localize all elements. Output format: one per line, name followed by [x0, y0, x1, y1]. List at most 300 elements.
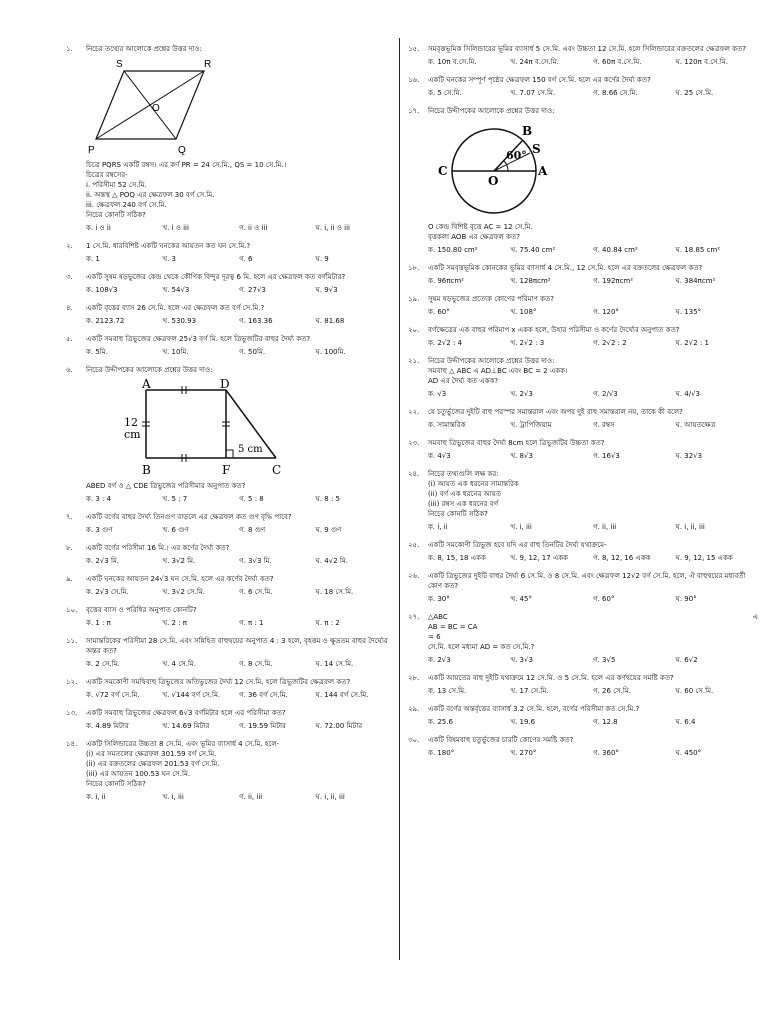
question-gap [66, 802, 392, 810]
question-block [408, 44, 758, 67]
right-column [408, 44, 758, 766]
option: ক. 1 [86, 255, 100, 263]
question-header [66, 241, 392, 251]
point-label-a: A [538, 164, 548, 178]
option: খ. 54√3 [162, 286, 190, 294]
question-block [66, 241, 392, 264]
option: ক. 8, 15, 18 একক [428, 554, 486, 562]
options-row [408, 686, 758, 696]
options-row [66, 690, 392, 700]
question-gap [66, 700, 392, 708]
option: গ. 2/√3 [593, 390, 618, 398]
options-row [66, 285, 392, 295]
question-number: ১৭. [408, 107, 420, 115]
option: ঘ. 2√2 : 1 [675, 339, 709, 347]
circle-figure [428, 119, 568, 219]
option: খ. 4 সে.মি. [162, 660, 197, 668]
question-gap [66, 357, 392, 365]
question-text: যে চতুর্ভুজের দুইটি বাহু পরস্পর সমান্তরাল এবং অপর দুই বাহু সমান্তরাল নয়, তাকে কী বলে? [428, 408, 683, 416]
question-block [408, 469, 758, 532]
question-text: একটি বৃত্তের ব্যাস 26 সে.মি. হলে এর ক্ষেত্রফল কত বর্গ সে.মি.? [86, 304, 265, 312]
stem-line: O কেন্দ্র বিশিষ্ট বৃত্তে AC = 12 সে.মি. [428, 223, 533, 231]
stem-line: i. পরিসীমা 52 সে.মি. [86, 181, 147, 189]
question-text: বৃত্তের ব্যাস ও পরিধির অনুপাত কোনটি? [86, 606, 197, 614]
options-row [408, 451, 758, 461]
question-gap [66, 233, 392, 241]
options-row [408, 276, 758, 286]
question-text: একটি বর্গের পরিসীমা 16 মি.। এর কর্ণের দৈর্ঘ্য কত? [86, 544, 230, 552]
side-unit-label: cm [124, 428, 141, 441]
options-row [66, 618, 392, 628]
option: ক. 150.80 cm² [428, 246, 478, 254]
question-number: ৩. [66, 273, 73, 281]
question-text: একটি সমবাহু ত্রিভুজের ক্ষেত্রফল 6√3 বর্গমিটার হলে এর পরিসীমা কত? [86, 709, 286, 717]
question-gap [66, 295, 392, 303]
question-header [408, 75, 758, 85]
stem-line: (iii) রম্বস এক ধরনের বর্গ [428, 500, 499, 508]
question-text: নিচের তথ্যগুলি লক্ষ কর: [428, 470, 499, 478]
option: ক. 1 : π [86, 619, 111, 627]
stem-line: চিত্রে PQRS একটি রম্বস। এর কর্ণ PR = 24 সে.মি., QS = 10 সে.মি.। [86, 161, 287, 169]
option: ক. 96πcm² [428, 277, 464, 285]
question-header [408, 263, 758, 273]
question-gap [408, 286, 758, 294]
option: গ. 2√2 : 2 [593, 339, 627, 347]
question-header [408, 325, 758, 335]
option: ঘ. 9 [315, 255, 329, 263]
option: খ. i, iii [162, 793, 184, 801]
side-length-label: 12 [124, 416, 138, 429]
question-block [408, 438, 758, 461]
question-number: ৬. [66, 366, 73, 374]
option: গ. 60° [593, 595, 615, 603]
option: ঘ. 72.00 মিটার [315, 722, 363, 730]
option: ঘ. i, ii ও iii [315, 224, 350, 232]
vertex-label-r: R [204, 59, 212, 70]
option: খ. 24π ব.সে.মি. [510, 58, 559, 66]
option: ক. 2√3 সে.মি. [86, 588, 129, 596]
question-number: ১০. [66, 606, 78, 614]
question-gap [408, 758, 758, 766]
option: গ. ii, iii [239, 793, 263, 801]
option: গ. 120° [593, 308, 619, 316]
option: গ. 27√3 [239, 286, 266, 294]
question-text: নিচের উদ্দীপকের আলোকে প্রশ্নের উত্তর দাও: [428, 107, 555, 115]
option: ঘ. 81.68 [315, 317, 345, 325]
option: গ. 5 : 8 [239, 495, 264, 503]
option: ঘ. 32√3 [675, 452, 703, 460]
question-header [66, 272, 392, 282]
question-block [66, 739, 392, 802]
question-number: ৭. [66, 513, 73, 521]
question-gap [408, 255, 758, 263]
question-gap [408, 604, 758, 612]
option: ঘ. 25 সে.মি. [675, 89, 714, 97]
options-row [66, 659, 392, 669]
options-row [408, 338, 758, 348]
option: খ. 6 গুণ [162, 526, 189, 534]
option: ঘ. i, ii, iii [675, 523, 705, 531]
stem-line: নিচের কোনটি সঠিক? [86, 780, 146, 788]
question-block [408, 356, 758, 399]
question-header [66, 44, 392, 54]
question-text: সমবাহু ত্রিভুজের বাহুর দৈর্ঘ্য 8cm হলে ত্রিভুজটির উচ্চতা কত? [428, 439, 605, 447]
question-block [408, 704, 758, 727]
option: গ. ii, iii [593, 523, 617, 531]
vertex-label-c: C [272, 463, 282, 477]
question-number: ২. [66, 242, 73, 250]
option: ঘ. 60 সে.মি. [675, 687, 714, 695]
column-divider [399, 38, 400, 960]
question-header [66, 708, 392, 718]
option: খ. ট্রাপিজিয়াম [510, 421, 552, 429]
question-header [408, 469, 758, 479]
stem-line: AB = BC = CA [428, 623, 478, 631]
option: ক. √72 বর্গ সে.মি. [86, 691, 140, 699]
question-gap [408, 348, 758, 356]
option: ক. 3 : 4 [86, 495, 112, 503]
stem-line: AD এর দৈর্ঘ্য কত একক? [428, 377, 499, 385]
option: খ. 108° [510, 308, 537, 316]
option: গ. 50মি. [239, 348, 266, 356]
option: ঘ. 18.85 cm² [675, 246, 721, 254]
question-text: একটি সমকোণী ত্রিভুজ হবে যদি এর বাহু তিনটির দৈর্ঘ্য যথাক্রমে- [428, 541, 607, 549]
option: ঘ. 100মি. [315, 348, 346, 356]
question-gap [408, 696, 758, 704]
question-header [408, 735, 758, 745]
question-gap [408, 317, 758, 325]
question-header [66, 574, 392, 584]
option: গ. 8, 12, 16 একক [593, 554, 651, 562]
question-gap [408, 665, 758, 673]
option: ঘ. π : 2 [315, 619, 340, 627]
option: ঘ. 4√2 মি. [315, 557, 348, 565]
stem-line: (ii) বর্গ এক ধরনের আয়ত [428, 490, 502, 498]
options-row [66, 792, 392, 802]
option: ক. 5মি. [86, 348, 108, 356]
question-text: সুষম ষড়ভুজের প্রত্যেক কোণের পরিমাণ কত? [428, 295, 554, 303]
question-block [66, 303, 392, 326]
question-text: 1 সে.মি. ধারবিশিষ্ট একটি ঘনকের আয়তন কত ঘন সে.মি.? [86, 242, 251, 250]
question-block [408, 540, 758, 563]
option: খ. 7.07 সে.মি. [510, 89, 556, 97]
question-block [408, 407, 758, 430]
option: গ. 6 সে.মি. [239, 588, 273, 596]
option: গ. 3√5 [593, 656, 616, 664]
question-number: ১৪. [66, 740, 78, 748]
question-number: ১. [66, 45, 73, 53]
question-block [408, 106, 758, 255]
option: গ. 192πcm² [593, 277, 634, 285]
vertex-label-f: F [222, 463, 231, 477]
stem-line: নিচের কোনটি সঠিক? [428, 510, 488, 518]
question-block [408, 325, 758, 348]
question-number: ২২. [408, 408, 420, 416]
option: ক. 180° [428, 749, 455, 757]
point-label-b: B [522, 124, 533, 138]
stem-line: = 6 [428, 633, 441, 641]
center-label-o: O [152, 103, 160, 114]
question-number: ৩০. [408, 736, 420, 744]
vertex-label-d: D [220, 378, 230, 391]
question-header [66, 303, 392, 313]
option: খ. 9, 12, 17 একক [510, 554, 569, 562]
option: গ. 3√3 মি. [239, 557, 272, 565]
stem-line: (i) এর সমতলের ক্ষেত্রফল 301.59 বর্গ সে.মি. [86, 750, 217, 758]
options-row [66, 223, 392, 233]
option: গ. 6 [239, 255, 253, 263]
question-number: ২৫. [408, 541, 420, 549]
question-header [408, 612, 758, 622]
question-text: একটি ত্রিভুজের দুইটি বাহুর দৈর্ঘ্য 6 সে.মি. ও 8 সে.মি. এবং ক্ষেত্রফল 12√2 বর্গ সে.মি. হলে, ঐ বাহুদ্বয়ের মধ্যবর্তী কোণ কত? [428, 572, 746, 590]
question-header [66, 636, 392, 656]
question-block [408, 735, 758, 758]
options-row [408, 655, 758, 665]
option: খ. 128πcm² [510, 277, 551, 285]
question-number: ১৬. [408, 76, 420, 84]
question-text: একটি ঘনকের সম্পূর্ণ পৃষ্ঠের ক্ষেত্রফল 150 বর্গ সে.মি. হলে এর কর্ণের দৈর্ঘ্য কত? [428, 76, 651, 84]
question-block [66, 365, 392, 504]
option: ক. 108√3 [86, 286, 118, 294]
question-block [66, 708, 392, 731]
option: ক. √3 [428, 390, 447, 398]
question-gap [66, 597, 392, 605]
question-number: ১৩. [66, 709, 78, 717]
option: গ. 12.8 [593, 718, 618, 726]
question-text: একটি সিলিন্ডারের উচ্চতা 8 সে.মি. এবং ভূমির ব্যাসার্ধ 4 সে.মি. হলে- [86, 740, 280, 748]
question-number: ২১. [408, 357, 420, 365]
option: খ. 530.93 [162, 317, 197, 325]
options-row [408, 88, 758, 98]
question-text: একটি সমকোণী সমদ্বিবাহু ত্রিভুজের অতিভুজের দৈর্ঘ্য 12 সে.মি. হলে ত্রিভুজটির ক্ষেত্রফল কত? [86, 678, 351, 686]
option: ক. 25.6 [428, 718, 453, 726]
option: ক. i ও ii [86, 224, 111, 232]
point-label-c: C [438, 164, 448, 178]
stem-line: (i) আয়ত এক ধরনের সামান্তরিক [428, 480, 519, 488]
option: গ. 26 সে.মি. [593, 687, 631, 695]
option: ঘ. 18 সে.মি. [315, 588, 354, 596]
question-text: একটি বর্গের বাহুর দৈর্ঘ্য তিনগুণ বাড়লে এর ক্ষেত্রফল কত গুণ বৃদ্ধি পাবে? [86, 513, 292, 521]
question-header [66, 512, 392, 522]
question-gap [66, 326, 392, 334]
stem-line: বৃত্তকলা AOB এর ক্ষেত্রফল কত? [428, 233, 520, 241]
question-gap [408, 399, 758, 407]
option: খ. i, iii [510, 523, 532, 531]
question-header [66, 739, 392, 749]
question-number: ১৮. [408, 264, 420, 272]
option: খ. 75.40 cm² [510, 246, 556, 254]
option: গ. 163.36 [239, 317, 273, 325]
vertex-label-p: P [88, 145, 95, 156]
options-row [66, 587, 392, 597]
question-text: △ABC [428, 613, 448, 621]
question-gap [408, 430, 758, 438]
center-label-o: O [488, 174, 499, 188]
option: খ. 270° [510, 749, 537, 757]
option: ক. 2123.72 [86, 317, 125, 325]
option: খ. 17 সে.মি. [510, 687, 549, 695]
options-row [408, 389, 758, 399]
question-gap [408, 67, 758, 75]
option: গ. 36 বর্গ সে.মি. [239, 691, 288, 699]
option: ক. 5 সে.মি. [428, 89, 462, 97]
option: ঘ. 384πcm² [675, 277, 716, 285]
option: খ. 2 : π [162, 619, 188, 627]
trapezium-figure [86, 378, 286, 478]
stem-line: সে.মি. হলে মধ্যমা AD = কত সে.মি.? [428, 643, 535, 651]
question-block [66, 334, 392, 357]
option: ঘ. 4/√3 [675, 390, 701, 398]
question-header [66, 365, 392, 375]
option: ক. 2 সে.মি. [86, 660, 120, 668]
question-gap [408, 532, 758, 540]
options-row [66, 494, 392, 504]
option: খ. 3√2 মি. [162, 557, 196, 565]
vertex-label-s: S [116, 59, 123, 70]
question-header [408, 704, 758, 714]
option: ঘ. i, ii, iii [315, 793, 345, 801]
options-row [66, 721, 392, 731]
question-block [408, 75, 758, 98]
stem-line: নিচের কোনটি সঠিক? [86, 211, 146, 219]
option: খ. 45° [510, 595, 532, 603]
question-gap [66, 669, 392, 677]
question-header [66, 677, 392, 687]
options-row [66, 556, 392, 566]
question-number: ১৯. [408, 295, 420, 303]
option: গ. 8 গুণ [239, 526, 266, 534]
option: গ. 16√3 [593, 452, 620, 460]
question-block [408, 673, 758, 696]
options-row [66, 347, 392, 357]
option: ক. i, ii [86, 793, 106, 801]
question-block [408, 294, 758, 317]
option: গ. ii ও iii [239, 224, 268, 232]
option: ক. 2√2 : 4 [428, 339, 462, 347]
options-row [66, 316, 392, 326]
option: ক. 4√3 [428, 452, 451, 460]
question-block [66, 574, 392, 597]
question-number: ৪. [66, 304, 73, 312]
option: ক. i, ii [428, 523, 448, 531]
options-row [408, 553, 758, 563]
option: খ. 2√3 [510, 390, 533, 398]
option: ক. 2√3 [428, 656, 451, 664]
option: খ. i ও iii [162, 224, 189, 232]
question-number: ৮. [66, 544, 73, 552]
vertex-label-b: B [142, 463, 151, 477]
question-header [408, 294, 758, 304]
question-header [408, 44, 758, 54]
option: ঘ. আয়তক্ষেত্র [675, 421, 716, 429]
option: ঘ. 90° [675, 595, 697, 603]
question-block [66, 44, 392, 233]
question-block [408, 571, 758, 604]
option: গ. 8.66 সে.মি. [593, 89, 638, 97]
parallelogram-figure [86, 57, 216, 157]
options-row [408, 594, 758, 604]
question-block [66, 677, 392, 700]
option: ঘ. 450° [675, 749, 702, 757]
question-number: ২৪. [408, 470, 420, 478]
question-number: ১৫. [408, 45, 420, 53]
option: ঘ. 9, 12, 15 একক [675, 554, 733, 562]
question-text: বর্গক্ষেত্রের এক বাহুর পরিমাপ x একক হলে, উহার পরিসীমা ও কর্ণের দৈর্ঘ্যের অনুপাত কত? [428, 326, 680, 334]
angle-label: 60° [506, 149, 527, 162]
option: গ. 60π ব.সে.মি. [593, 58, 642, 66]
question-gap [408, 98, 758, 106]
option: খ. 3√2 সে.মি. [162, 588, 205, 596]
question-number: ২৯. [408, 705, 420, 713]
question-block [66, 605, 392, 628]
question-block [66, 543, 392, 566]
question-number: ১২. [66, 678, 78, 686]
question-text: একটি সুষম ষড়ভুজের কেন্দ্র থেকে কৌণিক বিন্দুর দূরত্ব 6 মি. হলে এর ক্ষেত্রফল কত বর্গমিটার? [86, 273, 346, 281]
question-text: একটি বিষমবাহু চতুর্ভুজের চারটি কোণের সমষ্টি কত? [428, 736, 574, 744]
options-row [408, 245, 758, 255]
question-header [66, 543, 392, 553]
option: ক. 3 গুণ [86, 526, 113, 534]
question-gap [66, 566, 392, 574]
stem-line: সমবাহু △ ABC এ AD⊥BC এবং BC = 2 একক। [428, 367, 568, 375]
question-header [66, 605, 392, 615]
options-row [408, 57, 758, 67]
question-text: একটি বর্গের অন্তর্বৃত্তের ব্যাসার্ধ 3.2 সে.মি. হলে, বর্গের পরিসীমা কত সে.মি.? [428, 705, 640, 713]
option: ঘ. 144 বর্গ সে.মি. [315, 691, 369, 699]
question-text: একটি ঘনকের আয়তন 24√3 ঘন সে.মি. হলে এর কর্ণের দৈর্ঘ্য কত? [86, 575, 274, 583]
question-number: ২০. [408, 326, 420, 334]
option: ক. 60° [428, 308, 450, 316]
question-header [408, 356, 758, 366]
question-block [66, 636, 392, 669]
question-trailing: এ [752, 613, 758, 621]
option: ঘ. 14 সে.মি. [315, 660, 354, 668]
question-header [66, 334, 392, 344]
question-number: ১১. [66, 637, 78, 645]
stem-line: চিত্রের রম্বসের- [86, 171, 128, 179]
vertex-label-q: Q [178, 145, 186, 156]
question-header [408, 106, 758, 116]
question-block [408, 612, 758, 665]
stem-line: ABED বর্গ ও △ CDE ত্রিভুজের পরিসীমার অনুপাত কত? [86, 482, 246, 490]
question-text: একটি সমবাহু ত্রিভুজের ক্ষেত্রফল 25√3 বর্গ মি. হলে ত্রিভুজটির বাহুর দৈর্ঘ্য কত? [86, 335, 311, 343]
question-gap [66, 264, 392, 272]
question-header [408, 571, 758, 591]
question-block [408, 263, 758, 286]
question-number: ৫. [66, 335, 73, 343]
option: ঘ. 9√3 [315, 286, 338, 294]
option: ক. সামান্তরিক [428, 421, 466, 429]
question-text: নিচের উদ্দীপকের আলোকে প্রশ্নের উত্তর দাও: [428, 357, 555, 365]
option: ঘ. 135° [675, 308, 702, 316]
option: গ. π : 1 [239, 619, 264, 627]
option: ক. 10π ব.সে.মি. [428, 58, 477, 66]
stem-line: iii. ক্ষেত্রফল 240 বর্গ সে.মি. [86, 201, 167, 209]
question-number: ২৭. [408, 613, 420, 621]
question-text: সামান্তরিকের পরিসীমা 28 সে.মি. এবং সন্নিহিত বাহুদ্বয়ের অনুপাত 4 : 3 হলে, বৃহত্তম ও ক্ষুদ্রতম বাহুর দৈর্ঘ্যের অন্তর কত? [86, 637, 388, 655]
option: খ. 14.69 মিটার [162, 722, 210, 730]
question-block [66, 512, 392, 535]
question-text: একটি আয়তের বাহু দুইটি যথাক্রমে 12 সে.মি. ও 5 সে.মি. হলে এর কর্ণদ্বয়ের সমষ্টি কত? [428, 674, 674, 682]
option: খ. 19.6 [510, 718, 536, 726]
question-header [408, 407, 758, 417]
stem-line: (ii) এর বক্রতলের ক্ষেত্রফল 201.53 বর্গ সে.মি. [86, 760, 220, 768]
question-block [66, 272, 392, 295]
option: খ. 3√3 [510, 656, 533, 664]
option: খ. 2√2 : 3 [510, 339, 545, 347]
question-gap [66, 504, 392, 512]
option: গ. 19.59 মিটার [239, 722, 286, 730]
